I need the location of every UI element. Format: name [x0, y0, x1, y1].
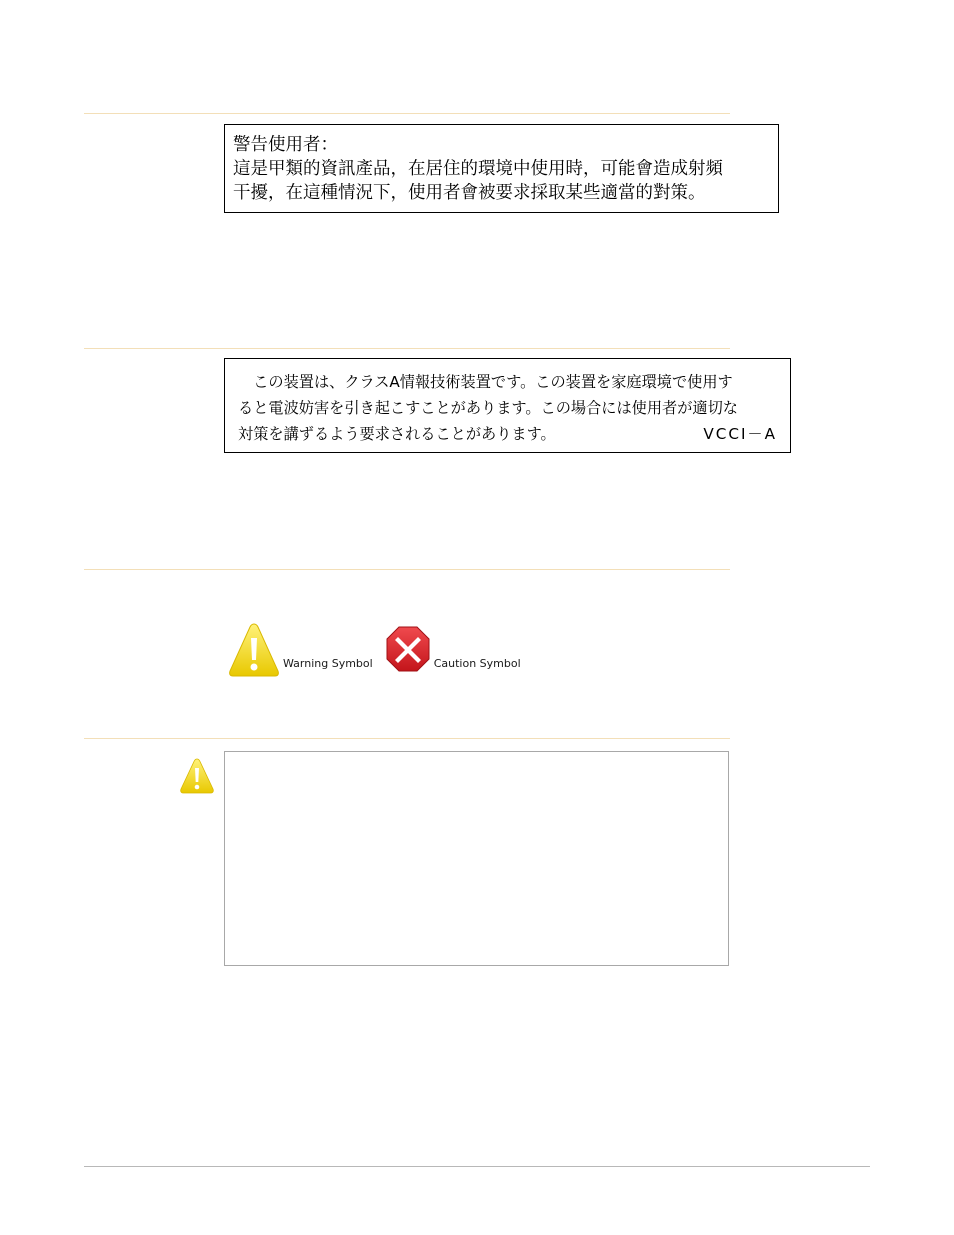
taiwan-class-a-notice — [224, 124, 779, 213]
warning-triangle-icon — [180, 758, 214, 794]
footer-divider — [84, 1166, 870, 1167]
symbol-legend — [228, 624, 533, 680]
notice-line: 干擾，在這種情況下，使用者會被要求採取某些適當的對策。 — [233, 183, 706, 203]
vcci-class-a-notice — [224, 358, 791, 453]
section-divider — [84, 348, 730, 349]
section-divider — [84, 113, 730, 114]
warning-box — [224, 751, 729, 966]
warning-triangle-icon — [228, 622, 280, 682]
section-divider — [84, 569, 730, 570]
notice-line-final — [238, 421, 777, 447]
section-divider — [84, 738, 730, 739]
caution-stop-icon — [385, 625, 431, 679]
notice-title: 警告使用者： — [233, 135, 338, 155]
notice-line: この装置は、クラスA情報技術装置です。この装置を家庭環境で使用す — [253, 373, 733, 391]
notice-line: 対策を講ずるよう要求されることがあります。 — [238, 425, 556, 443]
caution-symbol-label: Caution Symbol — [433, 657, 521, 670]
vcci-code: VCCI－A — [703, 425, 777, 443]
notice-line: ると電波妨害を引き起こすことがあります。この場合には使用者が適切な — [238, 399, 738, 417]
notice-line: 這是甲類的資訊產品，在居住的環境中使用時，可能會造成射頻 — [233, 159, 723, 179]
warning-symbol-label: Warning Symbol — [283, 657, 373, 670]
